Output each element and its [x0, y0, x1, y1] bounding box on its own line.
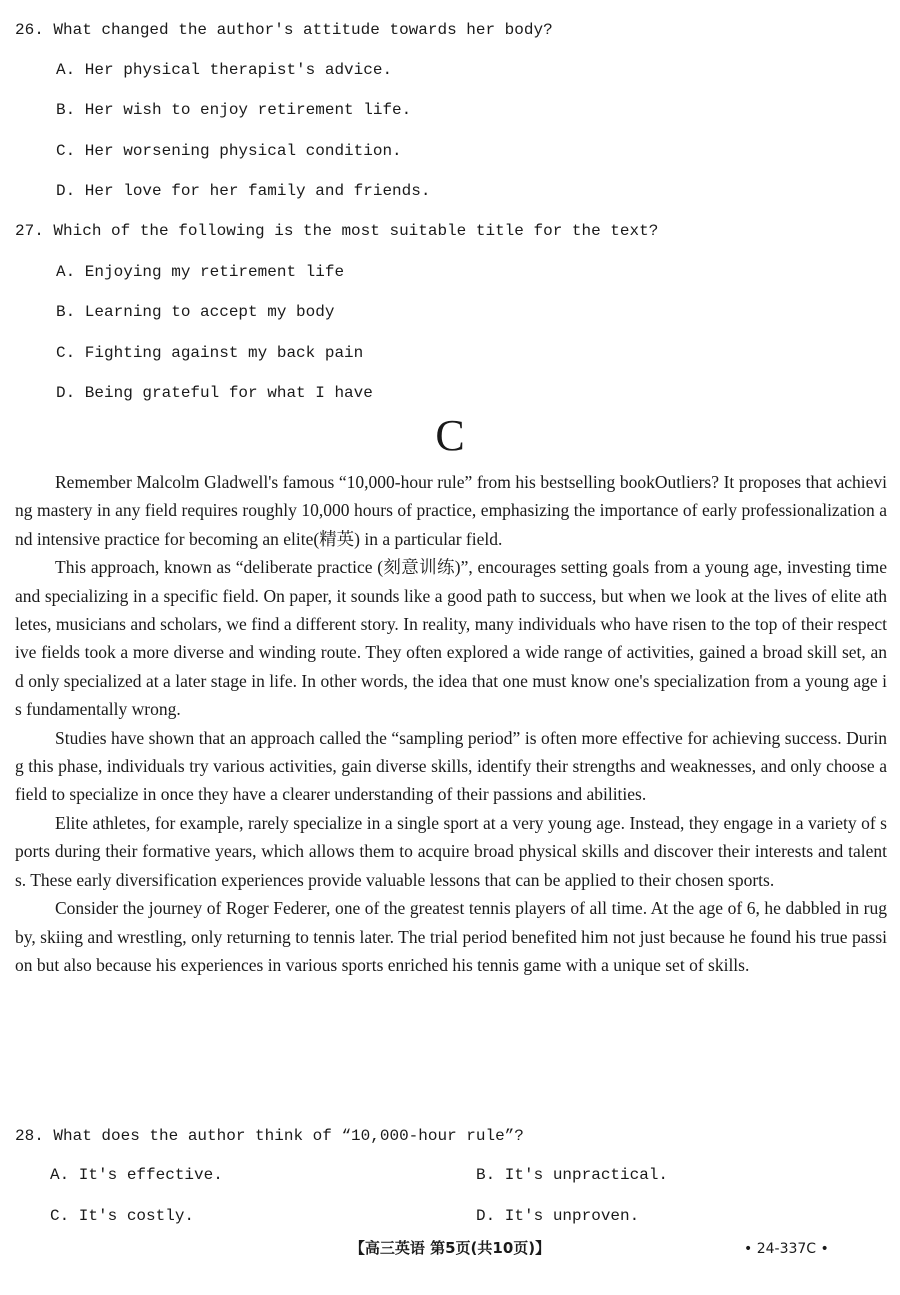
question-27-stem: 27. Which of the following is the most suitable title for the text? — [15, 222, 659, 240]
question-28-option-b: B. It's unpractical. — [476, 1166, 669, 1184]
question-28-option-a: A. It's effective. — [50, 1166, 223, 1184]
exam-code: • 24-337C • — [744, 1241, 829, 1257]
question-28-option-d: D. It's unproven. — [476, 1207, 640, 1225]
question-26-stem: 26. What changed the author's attitude towards her body? — [15, 21, 553, 39]
passage-paragraph: This approach, known as “deliberate practice (刻意训练)”, encourages setting goals from a young age, investing time and specializing in a specific field. On paper, it sounds like a good path to success, but when we look at the lives of elite athletes, musicians and scholars, we find a different story. In reality, many individuals who have risen to the top of their respective fields took a more diverse and winding route. They often explored a wide range of activities, gained a broad skill set, and only specialized at a later stage in life. In other words, the idea that one must know one's specialization from a young age is fundamentally wrong. — [15, 557, 887, 720]
question-27-option-d: D. Being grateful for what I have — [56, 384, 373, 402]
question-28-option-c: C. It's costly. — [50, 1207, 195, 1225]
reading-passage — [15, 468, 887, 979]
question-26-option-b: B. Her wish to enjoy retirement life. — [56, 101, 412, 119]
passage-paragraph: Elite athletes, for example, rarely specialize in a single sport at a very young age. Instead, they engage in a variety of sports during their formative years, which allows them to acquire broad physical skills and discover their interests and talents. These early diversification experiences provide valuable lessons that can be applied to their chosen sports. — [15, 812, 887, 890]
passage-paragraph: Studies have shown that an approach called the “sampling period” is often more effective for achieving success. During this phase, individuals try various activities, gain diverse skills, identify their strengths and weaknesses, and only choose a field to specialize in once they have a clearer understanding of their passions and abilities. — [15, 727, 887, 805]
section-heading: C — [435, 411, 465, 460]
question-26-option-c: C. Her worsening physical condition. — [56, 142, 402, 160]
question-27-option-c: C. Fighting against my back pain — [56, 344, 364, 362]
passage-paragraph: Remember Malcolm Gladwell's famous “10,000-hour rule” from his bestselling bookOutliers? It proposes that achieving mastery in any field requires roughly 10,000 hours of practice, emphasizing the importance of early professionalization and intensive practice for becoming an elite(精英) in a particular field. — [15, 472, 887, 549]
question-27-option-a: A. Enjoying my retirement life — [56, 263, 345, 281]
passage-paragraph: Consider the journey of Roger Federer, one of the greatest tennis players of all time. At the age of 6, he dabbled in rugby, skiing and wrestling, only returning to tennis later. The trial period benefited him not just because he found his true passion but also because his experiences in various sports enriched his tennis game with a unique set of skills. — [15, 898, 887, 975]
question-26-option-d: D. Her love for her family and friends. — [56, 182, 431, 200]
question-26-option-a: A. Her physical therapist's advice. — [56, 61, 393, 79]
page-footer-label: 【高三英语 第5页(共10页)】 — [349, 1239, 551, 1257]
question-28-stem: 28. What does the author think of “10,000-hour rule”? — [15, 1127, 524, 1145]
question-27-option-b: B. Learning to accept my body — [56, 303, 335, 321]
